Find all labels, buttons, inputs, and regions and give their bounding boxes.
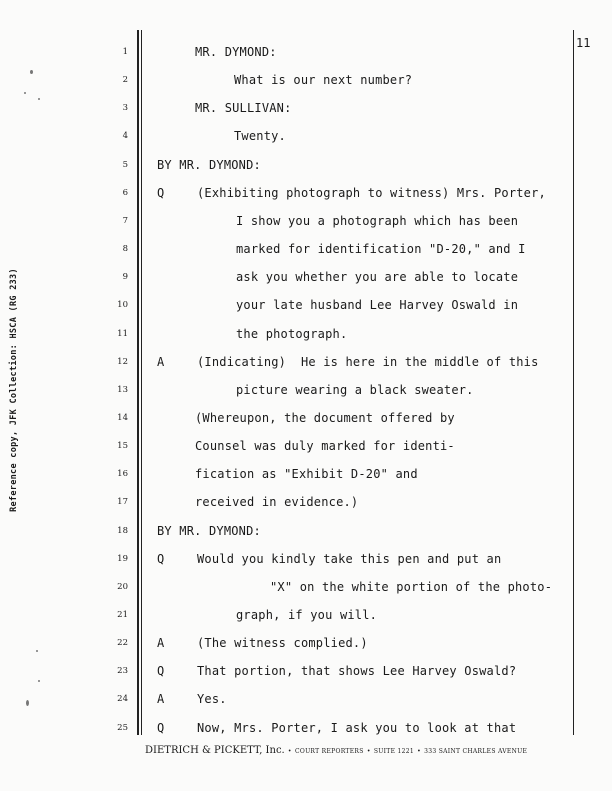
- qa-marker: A: [157, 636, 165, 651]
- footer-suite: SUITE 1221: [373, 748, 414, 755]
- transcript-line: Now, Mrs. Porter, I ask you to look at that: [197, 720, 517, 735]
- transcript-line: Twenty.: [234, 129, 286, 144]
- transcript-line: picture wearing a black sweater.: [236, 382, 474, 397]
- line-number: 10: [117, 300, 128, 311]
- line-number: 4: [122, 131, 128, 142]
- transcript-line: Counsel was duly marked for identi-: [195, 439, 455, 454]
- page-number: 11: [576, 36, 591, 50]
- scan-speck: [24, 92, 26, 94]
- line-number: 2: [122, 75, 128, 86]
- transcript-line: "X" on the white portion of the photo-: [270, 579, 553, 594]
- transcript-line: marked for identification "D-20," and I: [236, 242, 526, 257]
- transcript-line: (Exhibiting photograph to witness) Mrs. Porter,: [197, 185, 546, 200]
- transcript-border-inner: [141, 30, 142, 735]
- footer-separator: •: [287, 748, 292, 755]
- transcript-line: fication as "Exhibit D-20" and: [195, 467, 418, 482]
- footer-separator: •: [417, 748, 421, 755]
- line-number: 9: [122, 272, 128, 283]
- transcript-border-left: [137, 30, 139, 735]
- line-number: 6: [122, 187, 128, 198]
- qa-marker: Q: [157, 720, 165, 735]
- line-number: 21: [117, 610, 128, 620]
- scan-speck: [30, 70, 33, 74]
- transcript-line: MR. SULLIVAN:: [195, 101, 292, 116]
- line-number: 8: [122, 244, 128, 255]
- transcript-line: I show you a photograph which has been: [236, 213, 519, 228]
- transcript-line: the photograph.: [236, 326, 348, 341]
- line-number: 22: [117, 638, 128, 649]
- line-number: 16: [117, 469, 128, 480]
- transcript-line: graph, if you will.: [236, 608, 378, 622]
- side-reference-text: Reference copy, JFK Collection: HSCA (RG 233): [9, 268, 19, 512]
- line-number: 19: [117, 553, 128, 564]
- qa-marker: Q: [157, 551, 165, 566]
- transcript-line: BY MR. DYMOND:: [157, 523, 261, 538]
- transcript-line: What is our next number?: [234, 73, 413, 88]
- footer: [145, 745, 585, 756]
- line-number: 20: [117, 581, 128, 592]
- footer-firm: DIETRICH & PICKETT, Inc.: [145, 745, 285, 756]
- transcript-line: BY MR. DYMOND:: [157, 157, 261, 172]
- line-number: 7: [122, 215, 128, 226]
- transcript-line: MR. DYMOND:: [195, 45, 277, 59]
- line-number: 11: [117, 328, 128, 339]
- line-number: 1: [122, 47, 128, 57]
- line-number: 13: [117, 384, 128, 395]
- scan-speck: [36, 650, 38, 652]
- side-reference-label: [6, 245, 22, 535]
- transcript-line: received in evidence.): [195, 495, 359, 510]
- line-number: 17: [117, 497, 128, 508]
- transcript-border-right: [573, 30, 574, 735]
- transcript-line: That portion, that shows Lee Harvey Oswald?: [197, 664, 517, 679]
- line-number: 24: [117, 694, 128, 705]
- line-number: 14: [117, 412, 128, 423]
- line-number: 25: [117, 722, 128, 733]
- line-number: 3: [122, 103, 128, 114]
- line-number: 15: [117, 441, 128, 452]
- line-number: 18: [117, 525, 128, 536]
- scan-speck: [26, 700, 29, 706]
- transcript-line: (Indicating) He is here in the middle of this: [197, 354, 539, 369]
- transcript-line: Yes.: [197, 692, 227, 707]
- line-number: 12: [117, 356, 128, 367]
- footer-separator: •: [366, 748, 371, 755]
- qa-marker: Q: [157, 185, 165, 200]
- scan-speck: [38, 98, 40, 100]
- footer-role: COURT REPORTERS: [294, 748, 364, 755]
- transcript-line: ask you whether you are able to locate: [236, 270, 519, 285]
- qa-marker: Q: [157, 664, 165, 679]
- line-number: 5: [122, 159, 128, 170]
- transcript-line: your late husband Lee Harvey Oswald in: [236, 298, 519, 313]
- scan-speck: [38, 680, 40, 682]
- line-number: 23: [117, 666, 128, 677]
- transcript-line: (Whereupon, the document offered by: [195, 410, 455, 425]
- footer-address: 333 SAINT CHARLES AVENUE: [424, 748, 528, 755]
- qa-marker: A: [157, 692, 165, 707]
- qa-marker: A: [157, 354, 165, 369]
- transcript-line: Would you kindly take this pen and put an: [197, 551, 502, 566]
- transcript-line: (The witness complied.): [197, 636, 368, 651]
